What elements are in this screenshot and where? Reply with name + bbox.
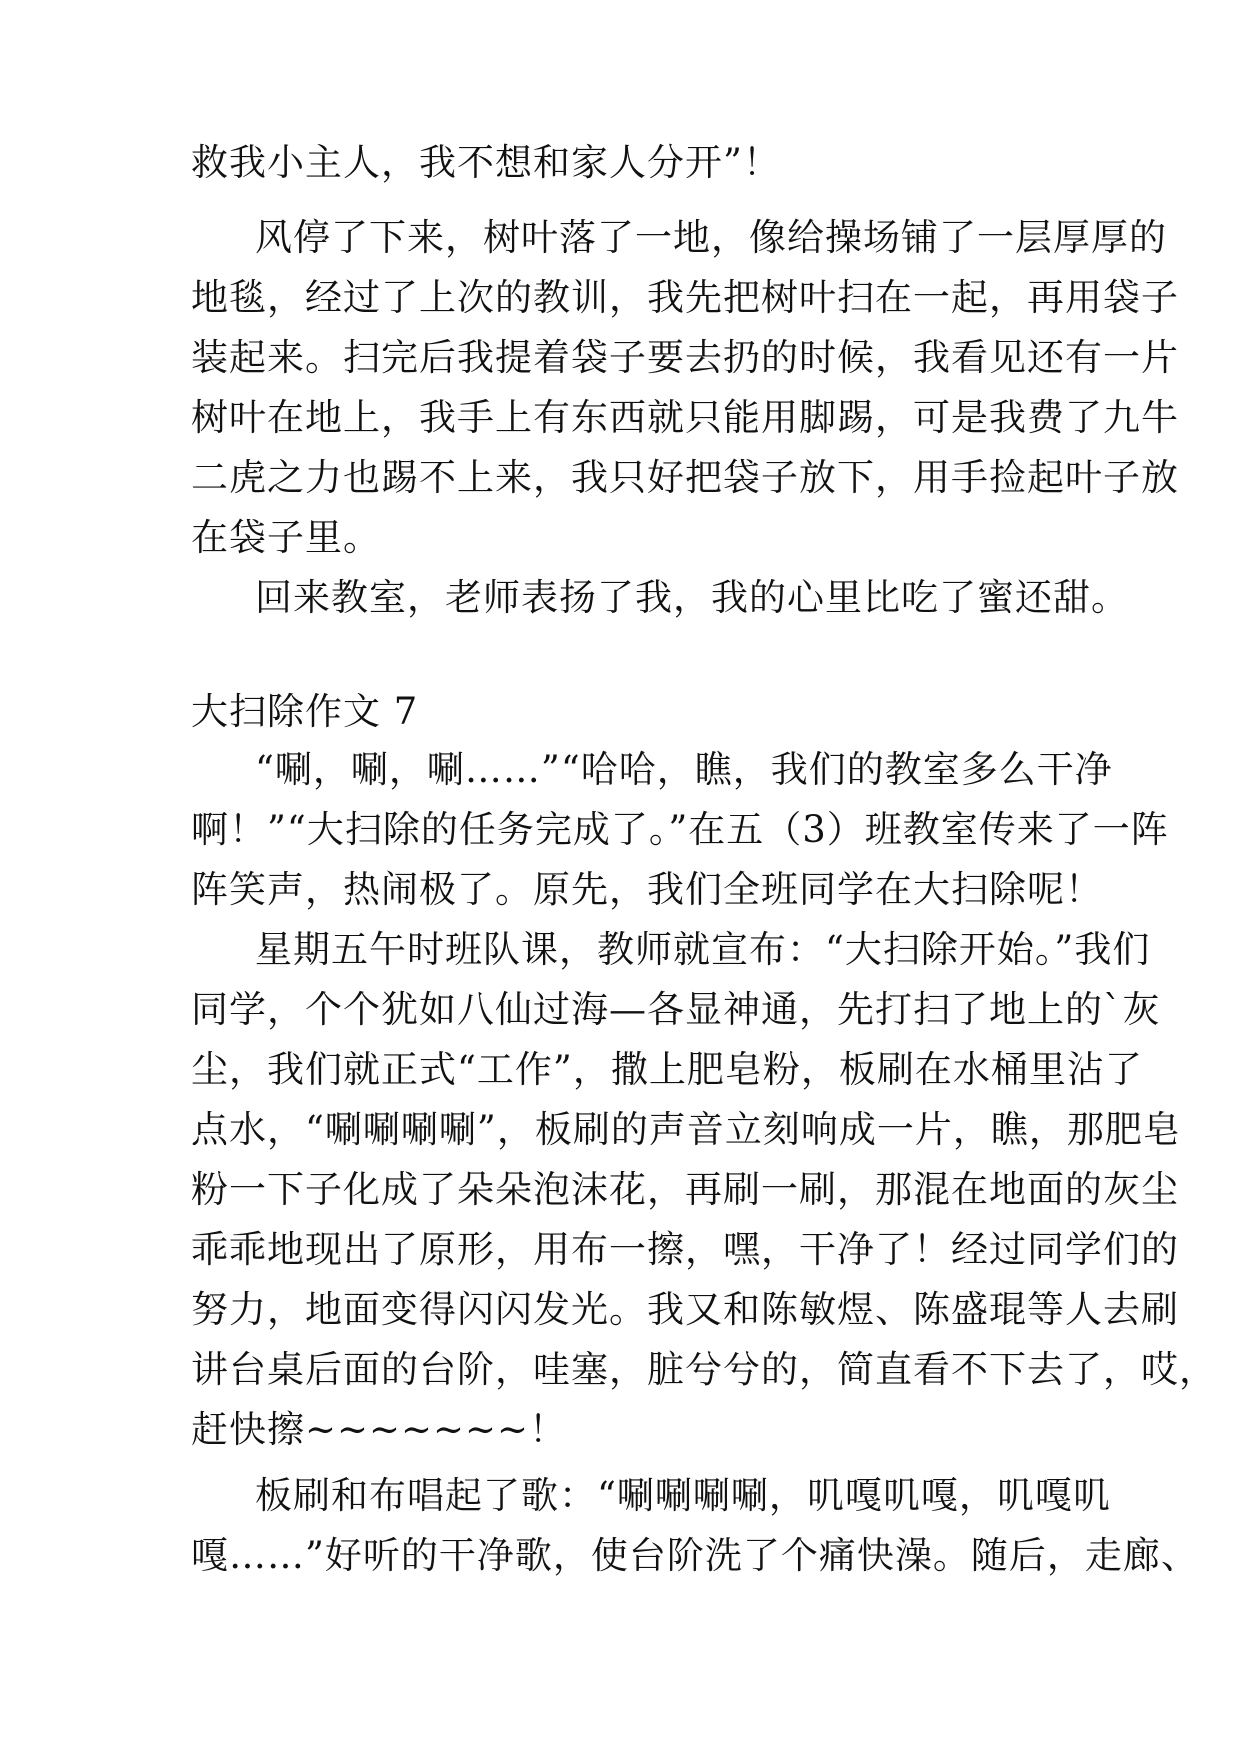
text-line-7: 在袋子里。 bbox=[191, 516, 381, 559]
text-line-1: 救我小主人，我不想和家人分开”！ bbox=[191, 141, 781, 184]
text-line-2: 风停了下来，树叶落了一地，像给操场铺了一层厚厚的 bbox=[255, 216, 1167, 259]
text-line-18: 努力，地面变得闪闪发光。我又和陈敏煜、陈盛琨等人去刷 bbox=[191, 1288, 1179, 1331]
text-line-6: 二虎之力也踢不上来，我只好把袋子放下，用手捡起叶子放 bbox=[191, 456, 1179, 499]
text-line-12: 星期五午时班队课，教师就宣布：“大扫除开始。”我们 bbox=[255, 928, 1151, 971]
text-line-4: 装起来。扫完后我提着袋子要去扔的时候，我看见还有一片 bbox=[191, 336, 1179, 379]
text-line-8: 回来教室，老师表扬了我，我的心里比吃了蜜还甜。 bbox=[255, 576, 1129, 619]
text-line-3: 地毯，经过了上次的教训，我先把树叶扫在一起，再用袋子 bbox=[191, 276, 1179, 319]
text-line-9: “唰，唰，唰……”“哈哈，瞧，我们的教室多么干净 bbox=[255, 748, 1113, 791]
text-line-19: 讲台桌后面的台阶，哇塞，脏兮兮的，简直看不下去了，哎， bbox=[191, 1348, 1217, 1391]
text-line-22: 嘎……”好听的干净歌，使台阶洗了个痛快澡。随后，走廊、 bbox=[191, 1534, 1199, 1577]
text-line-16: 粉一下子化成了朵朵泡沫花，再刷一刷，那混在地面的灰尘 bbox=[191, 1168, 1179, 1211]
text-line-5: 树叶在地上，我手上有东西就只能用脚踢，可是我费了九牛 bbox=[191, 396, 1179, 439]
section-heading: 大扫除作文 7 bbox=[191, 690, 419, 733]
text-line-15: 点水，“唰唰唰唰”，板刷的声音立刻响成一片，瞧，那肥皂 bbox=[191, 1108, 1181, 1151]
text-line-17: 乖乖地现出了原形，用布一擦，嘿，干净了！经过同学们的 bbox=[191, 1228, 1179, 1271]
text-line-13: 同学，个个犹如八仙过海—各显神通，先打扫了地上的`灰 bbox=[191, 988, 1161, 1031]
text-line-10: 啊！”“大扫除的任务完成了。”在五（3）班教室传来了一阵 bbox=[191, 808, 1169, 851]
text-line-21: 板刷和布唱起了歌：“唰唰唰唰，叽嘎叽嘎，叽嘎叽 bbox=[255, 1474, 1111, 1517]
text-line-20: 赶快擦~~~~~~~！ bbox=[191, 1408, 568, 1451]
text-line-11: 阵笑声，热闹极了。原先，我们全班同学在大扫除呢！ bbox=[191, 868, 1103, 911]
text-line-14: 尘，我们就正式“工作”，撒上肥皂粉，板刷在水桶里沾了 bbox=[191, 1048, 1143, 1091]
